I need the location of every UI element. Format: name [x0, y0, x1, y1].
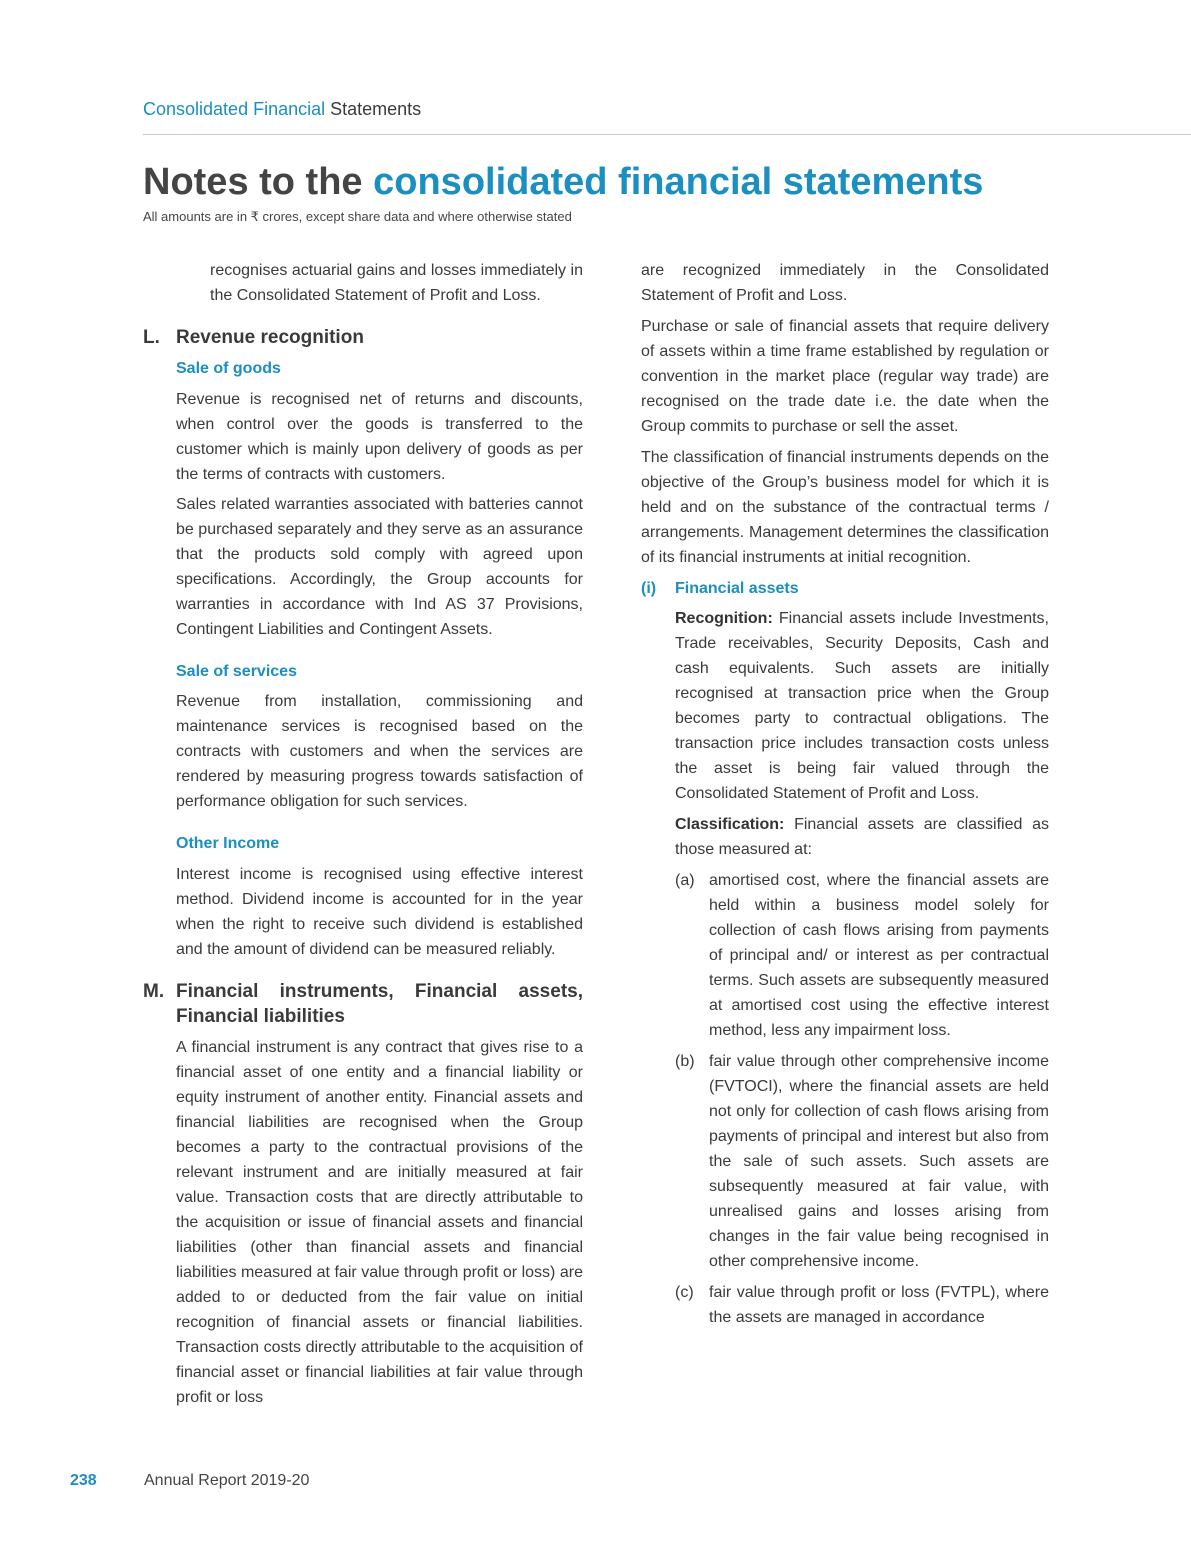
section-m-paragraph: A financial instrument is any contract that gives rise to a financial asset of one entity and a financial liability or equity instrument of another entity. Financial assets and financial liabilities are recognised when the Group becomes a party to the contractual provisions of the relevant instrument and are initially measured at fair value. Transaction costs that are directly attributable to the acquisition or issue of financial assets and financial liabilities (other than financial assets and financial liabilities measured at fair value through profit or loss) are added to or deducted from the fair value on initial recognition of financial assets or financial liabilities. Transaction costs directly attributable to the acquisition of financial asset or financial liabilities at fair value through profit or loss: [176, 1039, 583, 1406]
running-header: [143, 98, 421, 120]
financial-assets-title: Financial assets: [675, 580, 799, 597]
list-item-a-text: amortised cost, where the financial assets are held within a business model solely for collection of cash flows arising from payments of principal and/ or interest as per contractual terms. Such assets are subsequently measured at amortised cost using the effective interest method, less any impairment loss.: [709, 872, 1049, 1039]
purchase-sale-paragraph: Purchase or sale of financial assets that require delivery of assets within a time frame established by regulation or convention in the market place (regular way trade) are recognised on the trade date i.e. the date when the Group commits to purchase or sell the asset.: [641, 318, 1049, 435]
section-m-letter: M.: [143, 981, 165, 1002]
section-m-title: Financial instruments, Financial assets, Financial liabilities: [176, 981, 583, 1027]
list-item-a-label: (a): [675, 872, 695, 889]
financial-assets-heading: [641, 576, 1049, 601]
classification-paragraph: [675, 812, 1049, 862]
recognition-label: Recognition:: [675, 610, 773, 627]
financial-assets-number: (i): [641, 580, 657, 597]
classification-intro-paragraph: The classification of financial instruments depends on the objective of the Group’s business model for which it is held and on the substance of the contractual terms / arrangements. Management determines the classification of its financial instruments at initial recognition.: [641, 449, 1049, 566]
left-intro-paragraph: recognises actuarial gains and losses immediately in the Consolidated Statement of Profit and Loss.: [210, 262, 583, 304]
list-item-b-label: (b): [675, 1053, 695, 1070]
other-income-paragraph: Interest income is recognised using effective interest method. Dividend income is accounted for in the year when the right to receive such dividend is established and the amount of dividend can be measured reliably.: [176, 866, 583, 958]
section-m-heading: [143, 979, 583, 1029]
classification-text: Financial assets are classified as those measured at:: [675, 816, 1049, 858]
page-title-plain: Notes to the: [143, 161, 374, 203]
sale-of-goods-paragraph-1: Revenue is recognised net of returns and discounts, when control over the goods is transferred to the customer which is mainly upon delivery of goods as per the terms of contracts with customers.: [176, 391, 583, 483]
list-item-c-text: fair value through profit or loss (FVTPL), where the assets are managed in accordance: [709, 1284, 1049, 1326]
section-l-title: Revenue recognition: [176, 327, 364, 348]
recognition-paragraph: [675, 606, 1049, 806]
page-number: 238: [70, 1472, 97, 1489]
sale-of-goods-heading: Sale of goods: [176, 360, 281, 377]
page-subtitle: All amounts are in ₹ crores, except share data and where otherwise stated: [143, 209, 572, 224]
sale-of-services-paragraph: Revenue from installation, commissioning and maintenance services is recognised based on the contracts with customers and when the services are rendered by measuring progress towards satisfaction of performance obligation for such services.: [176, 693, 583, 810]
classification-label: Classification:: [675, 816, 785, 833]
page-title-accent: consolidated financial statements: [373, 161, 984, 203]
sale-of-services-heading: Sale of services: [176, 663, 297, 680]
list-item-a: [675, 868, 1049, 1043]
running-header-plain: Statements: [330, 99, 422, 119]
list-item-b: [675, 1049, 1049, 1274]
list-item-b-text: fair value through other comprehensive income (FVTOCI), where the financial assets are held not only for collection of cash flows arising from payments of principal and interest but also from the sale of such assets. Such assets are subsequently measured at fair value, with unrealised gains and losses arising from changes in the fair value being recognised in other comprehensive income.: [709, 1053, 1049, 1270]
list-item-c-label: (c): [675, 1284, 694, 1301]
right-column: [641, 258, 1049, 1330]
running-header-accent: Consolidated Financial: [143, 99, 326, 119]
section-l-heading: [143, 325, 583, 350]
list-item-c: [675, 1280, 1049, 1330]
other-income-heading: Other Income: [176, 835, 280, 852]
sale-of-goods-paragraph-2: Sales related warranties associated with batteries cannot be purchased separately and they serve as an assurance that the products sold comply with agreed upon specifications. Accordingly, the Group accounts for warranties in accordance with Ind AS 37 Provisions, Contingent Liabilities and Contingent Assets.: [176, 496, 583, 638]
footer-report-name: Annual Report 2019-20: [144, 1472, 310, 1489]
header-divider: [143, 134, 1191, 135]
left-column: [143, 258, 583, 1410]
section-l-letter: L.: [143, 327, 160, 348]
page-title: [143, 158, 983, 206]
right-intro-paragraph: are recognized immediately in the Consolidated Statement of Profit and Loss.: [641, 262, 1049, 304]
recognition-text: Financial assets include Investments, Trade receivables, Security Deposits, Cash and cash equivalents. Such assets are initially recognised at transaction price when the Group becomes party to contractual obligations. The transaction price includes transaction costs unless the asset is being fair valued through the Consolidated Statement of Profit and Loss.: [675, 610, 1049, 802]
